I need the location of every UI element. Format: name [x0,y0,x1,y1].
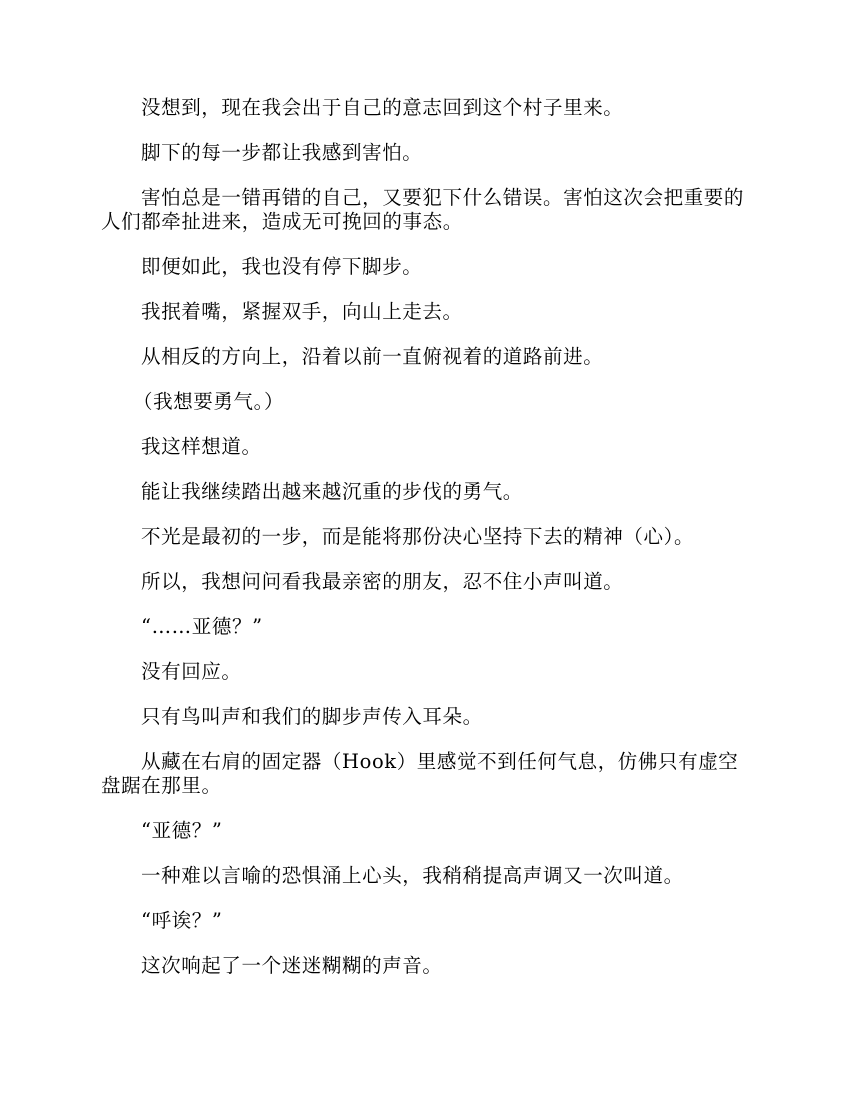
paragraph: 脚下的每一步都让我感到害怕。 [141,141,423,164]
paragraph: 从相反的方向上，沿着以前一直俯视着的道路前进。 [141,345,604,368]
paragraph: “……亚德？” [141,615,263,638]
paragraph: 即便如此，我也没有停下脚步。 [141,255,423,278]
paragraph: 我抿着嘴，紧握双手，向山上走去。 [141,300,463,323]
paragraph: 这次响起了一个迷迷糊糊的声音。 [141,954,443,977]
paragraph: 害怕总是一错再错的自己，又要犯下什么错误。害怕这次会把重要的人们都牵扯进来，造成无可挽回的事态。 [101,186,745,233]
paragraph: （我想要勇气。） [133,390,285,413]
paragraph: 没有回应。 [141,660,242,683]
paragraph: 不光是最初的一步，而是能将那份决心坚持下去的精神（心）。 [141,525,695,548]
paragraph: 我这样想道。 [141,435,262,458]
body-text [101,96,749,999]
paragraph: 从藏在右肩的固定器（Hook）里感觉不到任何气息，仿佛只有虚空盘踞在那里。 [101,750,739,797]
paragraph: “亚德？” [141,819,223,842]
paragraph: “呼诶？” [141,909,223,932]
paragraph: 一种难以言喻的恐惧涌上心头，我稍稍提高声调又一次叫道。 [141,864,684,887]
paragraph: 没想到，现在我会出于自己的意志回到这个村子里来。 [141,96,624,119]
paragraph: 能让我继续踏出越来越沉重的步伐的勇气。 [141,480,523,503]
paragraph: 所以，我想问问看我最亲密的朋友，忍不住小声叫道。 [141,570,624,593]
paragraph: 只有鸟叫声和我们的脚步声传入耳朵。 [141,705,483,728]
